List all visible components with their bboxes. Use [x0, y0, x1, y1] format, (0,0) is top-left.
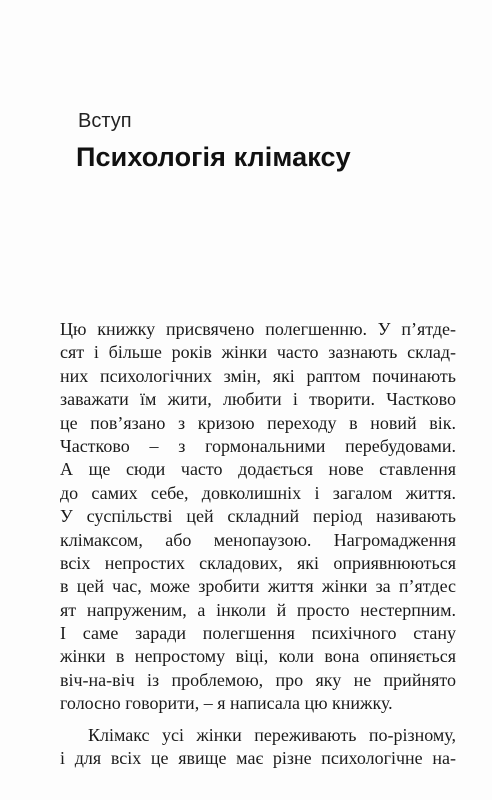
text-line: У суспільстві цей складний період називають [60, 506, 456, 527]
text-line: сят і більше років жінки часто зазнають склад- [60, 342, 456, 363]
text-line: ят напруженим, а інколи й просто нестерпним. [60, 599, 456, 620]
text-line: Цю книжку присвячено полегшенню. У п’ятде- [60, 319, 456, 339]
chapter-kicker: Вступ [78, 110, 132, 132]
chapter-title: Психологія клімаксу [76, 142, 351, 172]
text-line: них психологічних змін, які раптом починають [60, 365, 456, 386]
text-line: в цей час, може зробити життя жінки за п’ятдес [60, 576, 456, 597]
text-line: клімаксом, або менопаузою. Нагромадження [60, 529, 456, 550]
text-line: А ще сюди часто додається нове ставлення [60, 459, 456, 480]
text-line: заважати їм жити, любити і творити. Частково [60, 389, 456, 410]
paragraph-gap [60, 716, 456, 724]
text-line: Частково – з гормональними перебудовами. [60, 435, 456, 456]
text-line: до самих себе, довколишніх і загалом життя. [60, 482, 456, 503]
text-line: і для всіх це явище має різне психологічне на- [60, 748, 456, 769]
text-line: Клімакс усі жінки переживають по-різному, [88, 724, 456, 745]
text-line: І саме заради полегшення психічного стану [60, 623, 456, 644]
text-line: віч-на-віч із проблемою, про яку не прийнято [60, 669, 456, 690]
text-line: це пов’язано з кризою переходу в новий вік. [60, 412, 456, 433]
paragraph-2 [60, 724, 456, 771]
text-line: всіх непростих складових, які оприявнюються [60, 552, 456, 573]
paragraph-1 [60, 318, 456, 716]
body-text [60, 318, 456, 770]
text-line: голосно говорити, – я написала цю книжку. [60, 693, 393, 714]
text-line: жінки в непростому віці, коли вона опиняється [60, 646, 456, 667]
